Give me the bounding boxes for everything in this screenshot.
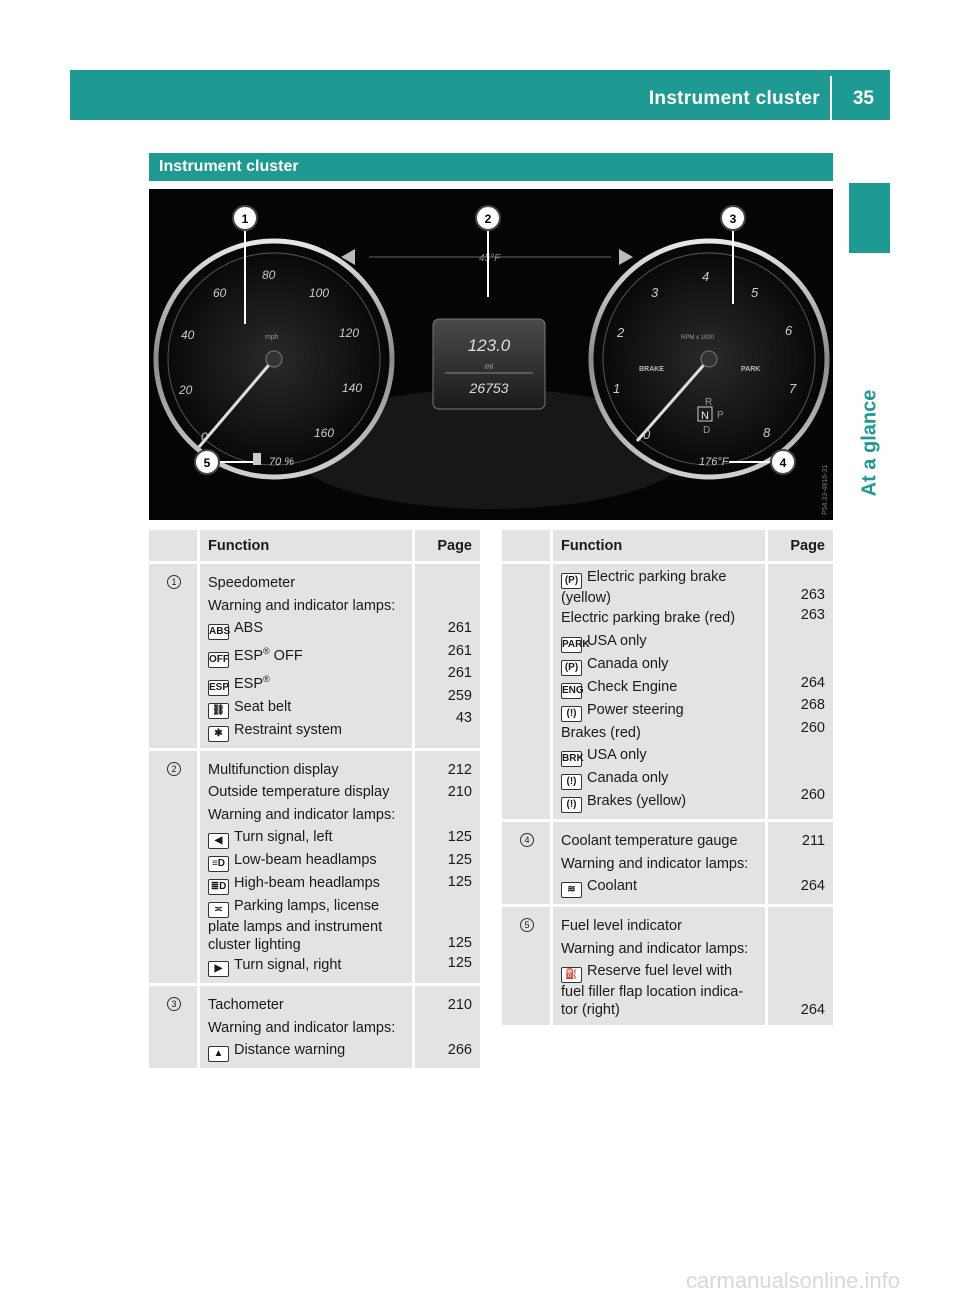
svg-text:0: 0 [643,427,651,442]
check-engine-icon: ENG [561,683,582,699]
svg-text:100: 100 [309,286,330,300]
multifunction-display [433,319,545,409]
row-text: PARKUSA only [561,630,765,653]
svg-text:60: 60 [213,286,227,300]
table-row [149,986,480,1068]
side-tab-label: At a glance [858,389,880,497]
abs-icon: ABS [208,624,229,640]
svg-text:P: P [717,410,724,421]
esp-icon: ESP [208,680,229,696]
coolant-icon: ≋ [561,882,582,898]
page-ref: 268 [800,697,825,713]
page-ref: 261 [447,620,472,636]
page-ref: 263 [800,587,825,603]
row-text: (!) Power steering [561,699,765,722]
svg-text:4: 4 [779,456,787,470]
svg-text:140: 140 [342,381,363,395]
table-row [149,564,480,748]
running-header [70,70,890,120]
page-ref: 43 [455,710,472,726]
row-text: ESP ESP® [208,668,412,696]
page-ref: 263 [800,607,825,623]
restraint-system-icon: ✱ [208,726,229,742]
svg-text:P54.33-4816-31: P54.33-4816-31 [822,464,829,515]
function-table-right [502,530,833,1028]
svg-text:4: 4 [702,269,710,284]
footer-watermark: carmanualsonline.info [685,1268,900,1293]
turn-right-arrow [619,249,633,265]
section-title: Instrument cluster [149,153,833,181]
distance-warning-icon: ▲ [208,1046,229,1062]
svg-text:5: 5 [751,285,759,300]
col-page: Page [437,537,472,554]
high-beam-icon: ≣D [208,879,229,895]
row-text: ABS ABS [208,617,412,640]
svg-text:1: 1 [241,212,249,226]
svg-text:5: 5 [203,456,211,470]
tachometer-gauge [591,241,827,477]
svg-text:3: 3 [729,212,737,226]
col-function: Function [200,530,415,561]
svg-text:2: 2 [484,212,492,226]
side-tab [849,183,890,825]
parking-lamps-icon: ≍ [208,902,229,918]
instrument-cluster-image [149,189,833,520]
row-text: ⛓ Seat belt [208,696,412,719]
row-text: ✱ Restraint system [208,719,412,742]
svg-text:26753: 26753 [469,380,509,396]
svg-text:20: 20 [179,383,193,397]
svg-text:R: R [705,397,713,408]
running-header-title: Instrument cluster [648,88,820,109]
row-text: ⛽ Reserve fuel level with [561,960,765,983]
svg-text:PARK: PARK [741,366,761,373]
row-text: Multifunction display [208,761,339,778]
svg-text:45°F: 45°F [479,253,501,264]
svg-text:6: 6 [785,323,793,338]
svg-text:N: N [701,410,709,422]
parking-brake-icon: (P) [561,660,582,676]
page-ref: 264 [800,878,825,894]
function-table-left [149,530,480,1071]
svg-text:80: 80 [262,268,276,282]
svg-text:2: 2 [617,325,625,340]
power-steering-icon: (!) [561,706,582,722]
page-ref: 264 [800,674,825,691]
row-text: Warning and indicator lamps: [208,1019,396,1036]
svg-text:D: D [703,425,711,436]
svg-text:70 %: 70 % [269,456,295,468]
table-row [149,751,480,984]
svg-text:3: 3 [651,285,659,300]
svg-text:BRAKE: BRAKE [639,366,664,373]
page-ref: 260 [800,719,825,736]
row-text: ≍ Parking lamps, license [208,895,412,918]
callout-number: 5 [520,918,534,932]
svg-text:7: 7 [789,381,797,396]
col-function: Function [553,530,768,561]
page-ref: 259 [447,687,472,704]
svg-text:mi: mi [484,362,494,371]
page-ref: 125 [447,874,472,891]
table-header [149,530,480,561]
brake-warning-icon: (!) [561,797,582,813]
col-page: Page [790,537,825,554]
fuel-pump-icon: ⛽ [561,967,582,983]
row-text: Outside temperature display [208,784,390,801]
page-ref: 260 [800,787,825,803]
row-text: (P) Canada only [561,653,765,676]
row-text: Coolant temperature gauge [561,833,738,849]
page-ref: 211 [801,833,825,849]
row-text: ▲ Distance warning [208,1039,412,1062]
svg-text:8: 8 [763,425,771,440]
row-text: ≣D High-beam headlamps [208,872,412,895]
brake-icon: BRK [561,751,582,767]
table-header [502,530,833,561]
table-row [502,907,833,1025]
low-beam-icon: ≡D [208,856,229,872]
svg-text:40: 40 [181,328,195,342]
table-row [502,822,833,904]
callout-number: 3 [167,997,181,1011]
svg-text:160: 160 [314,426,335,440]
callout-number: 2 [167,762,181,776]
row-text: ≋ Coolant [561,875,765,898]
row-text: Warning and indicator lamps: [208,806,396,823]
row-text: cluster lighting [208,937,301,954]
row-text: (!) Brakes (yellow) [561,790,765,813]
turn-signal-right-icon: ▶ [208,961,229,977]
svg-text:123.0: 123.0 [467,336,511,355]
row-text: fuel filler flap location indica- [561,984,744,1000]
page-ref: 125 [447,851,472,868]
row-text: ENG Check Engine [561,676,765,699]
row-text: (P) Electric parking brake [561,568,765,589]
parking-brake-icon: (P) [561,573,582,589]
park-icon: PARK [561,637,582,653]
callout-number: 4 [520,833,534,847]
svg-text:120: 120 [339,326,360,340]
page-number: 35 [852,88,874,109]
turn-signal-left-icon: ◀ [208,833,229,849]
cluster-illustration [149,189,833,520]
row-text: ◀ Turn signal, left [208,826,412,849]
svg-text:0: 0 [201,430,208,444]
speedometer-gauge [156,241,392,477]
row-text: ▶ Turn signal, right [208,954,412,977]
row-text: plate lamps and instrument [208,919,383,936]
seat-belt-icon: ⛓ [208,703,229,719]
row-text: Warning and indicator lamps: [561,940,749,957]
esp-off-icon: OFF [208,652,229,668]
row-text: (yellow) [561,590,611,606]
row-text: OFF ESP® OFF [208,640,412,668]
row-text: Tachometer [208,997,284,1014]
page-ref: 212 [447,761,472,778]
row-text: (!) Canada only [561,767,765,790]
page-ref: 264 [800,1001,825,1018]
page-ref: 125 [447,829,472,846]
row-text: tor (right) [561,1002,620,1018]
page-ref: 125 [447,955,472,972]
row-text: Warning and indicator lamps: [561,855,749,872]
table-row [502,564,833,819]
page-ref: 261 [447,642,472,659]
row-text: BRK USA only [561,744,765,767]
callout-number: 1 [167,575,181,589]
page-ref: 125 [447,935,472,952]
page-ref: 210 [447,997,472,1014]
row-text: Warning and indicator lamps: [208,597,396,614]
page-ref: 210 [447,784,472,801]
row-text: Brakes (red) [561,724,641,741]
row-text: Speedometer [208,575,296,591]
svg-text:mph: mph [265,334,279,341]
svg-text:176°F: 176°F [699,456,729,468]
row-text: Electric parking brake (red) [561,610,736,626]
svg-text:RPM x 1000: RPM x 1000 [681,335,715,341]
page-ref: 261 [447,665,472,681]
svg-text:1: 1 [613,381,621,396]
row-text: Fuel level indicator [561,918,682,934]
header-divider [830,76,832,120]
row-text: ≡D Low-beam headlamps [208,849,412,872]
callout-2 [476,206,500,297]
page-ref: 266 [447,1042,472,1059]
brake-warning-icon: (!) [561,774,582,790]
